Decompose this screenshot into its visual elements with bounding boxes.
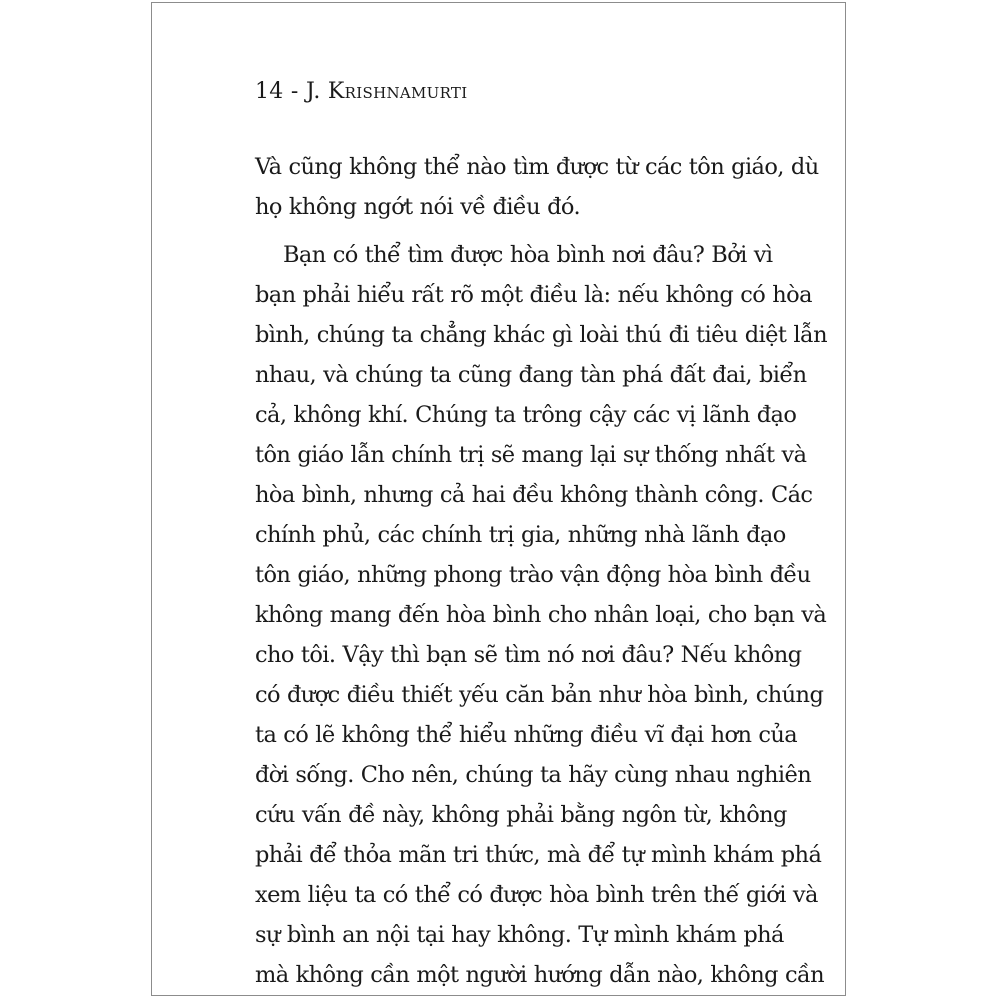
body-text — [255, 147, 828, 995]
text-line: cứu vấn đề này, không phải bằng ngôn từ, không — [255, 802, 787, 828]
text-line: tôn giáo, những phong trào vận động hòa bình đều — [255, 562, 811, 588]
text-line: cho tôi. Vậy thì bạn sẽ tìm nó nơi đâu? Nếu không — [255, 642, 802, 668]
paragraph — [255, 147, 819, 227]
text-line: ta có lẽ không thể hiểu những điều vĩ đại hơn của — [255, 722, 798, 748]
text-line: chính phủ, các chính trị gia, những nhà lãnh đạo — [255, 522, 786, 548]
text-line: xem liệu ta có thể có được hòa bình trên thế giới và — [255, 882, 818, 908]
text-line: phải để thỏa mãn tri thức, mà để tự mình khám phá — [255, 842, 822, 868]
header-separator: - — [283, 79, 306, 104]
text-line: đời sống. Cho nên, chúng ta hãy cùng nhau nghiên — [255, 762, 812, 788]
text-line: Bạn có thể tìm được hòa bình nơi đâu? Bởi vì — [283, 242, 773, 268]
text-line: nhau, và chúng ta cũng đang tàn phá đất đai, biển — [255, 362, 807, 388]
book-page — [151, 2, 846, 996]
text-line: có được điều thiết yếu căn bản như hòa bình, chúng — [255, 682, 824, 708]
text-line: bình, chúng ta chẳng khác gì loài thú đi tiêu diệt lẫn — [255, 322, 828, 348]
text-line: không mang đến hòa bình cho nhân loại, cho bạn và — [255, 602, 827, 628]
text-line: cả, không khí. Chúng ta trông cậy các vị lãnh đạo — [255, 402, 797, 428]
text-line: hòa bình, nhưng cả hai đều không thành công. Các — [255, 482, 813, 508]
running-head — [255, 79, 467, 104]
text-line: mà không cần một người hướng dẫn nào, không cần — [255, 962, 825, 988]
author-name: J. Krishnamurti — [305, 79, 468, 104]
paragraph — [255, 235, 828, 995]
text-line: bạn phải hiểu rất rõ một điều là: nếu không có hòa — [255, 282, 812, 308]
page-number: 14 — [255, 79, 284, 104]
text-line: tôn giáo lẫn chính trị sẽ mang lại sự thống nhất và — [255, 442, 807, 468]
paragraph-gap — [255, 227, 745, 235]
text-line: Và cũng không thể nào tìm được từ các tôn giáo, dù — [255, 154, 819, 180]
text-line: sự bình an nội tại hay không. Tự mình khám phá — [255, 922, 784, 948]
text-line: họ không ngớt nói về điều đó. — [255, 194, 581, 220]
